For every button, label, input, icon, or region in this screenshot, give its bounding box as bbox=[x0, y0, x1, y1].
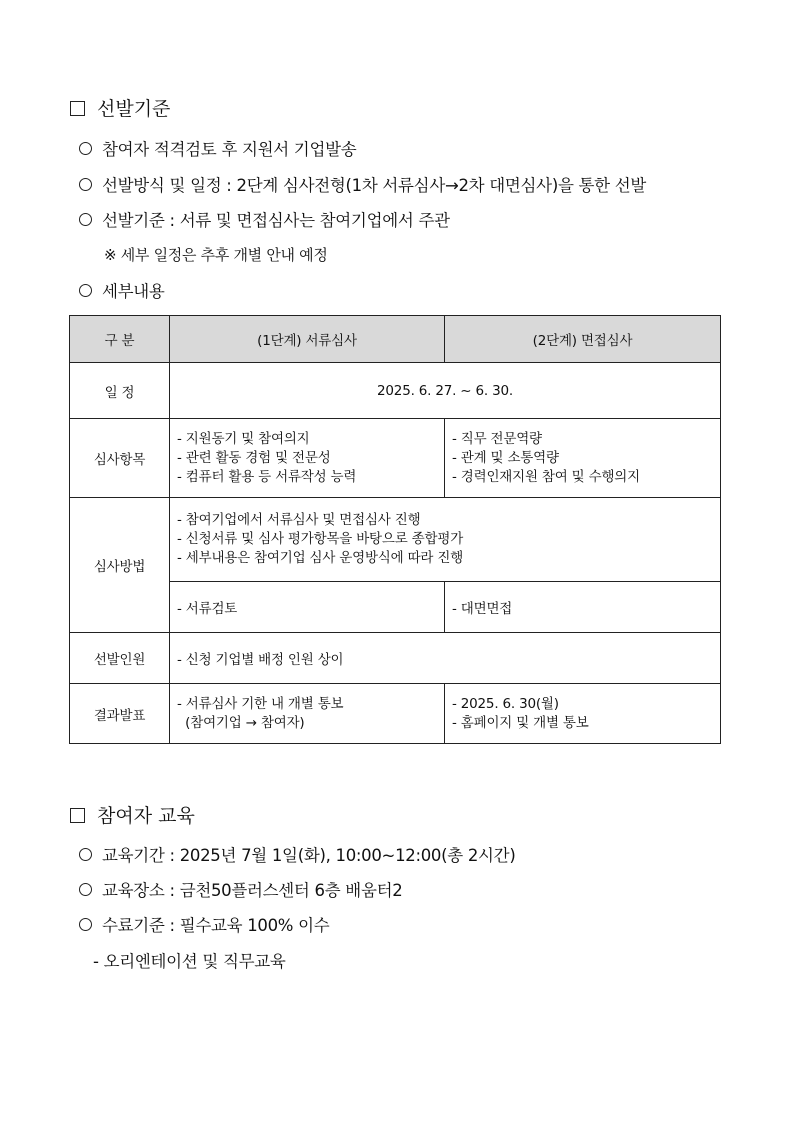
section-heading-selection-criteria bbox=[70, 94, 170, 121]
square-bullet-icon bbox=[70, 101, 85, 116]
circle-bullet-icon bbox=[79, 178, 92, 191]
circle-bullet-icon bbox=[79, 284, 92, 297]
cell-line: - 2025. 6. 30(월) bbox=[452, 695, 559, 712]
cell-line: - 서류심사 기한 내 개별 통보 bbox=[177, 695, 344, 712]
cell-line: - 관계 및 소통역량 bbox=[452, 449, 559, 466]
bullet-item bbox=[79, 207, 450, 231]
note-text: ※ 세부 일정은 추후 개별 안내 예정 bbox=[104, 246, 328, 264]
bullet-text: 세부내용 bbox=[102, 282, 165, 301]
method-stage2: - 대면면접 bbox=[445, 582, 721, 633]
selection-detail-table bbox=[69, 315, 721, 744]
schedule-value: 2025. 6. 27. ~ 6. 30. bbox=[170, 363, 721, 419]
table-row-headcount bbox=[70, 633, 721, 684]
row-label: 일 정 bbox=[70, 363, 170, 419]
table-row-schedule bbox=[70, 363, 721, 419]
square-bullet-icon bbox=[70, 808, 85, 823]
table-row-method bbox=[70, 498, 721, 582]
circle-bullet-icon bbox=[79, 918, 92, 931]
bullet-item bbox=[79, 136, 356, 160]
circle-bullet-icon bbox=[79, 142, 92, 155]
headcount-value: - 신청 기업별 배정 인원 상이 bbox=[170, 633, 721, 684]
method-stage1: - 서류검토 bbox=[170, 582, 445, 633]
sub-item: - 오리엔테이션 및 직무교육 bbox=[93, 952, 286, 971]
circle-bullet-icon bbox=[79, 883, 92, 896]
bullet-text: 선발기준 : 서류 및 면접심사는 참여기업에서 주관 bbox=[102, 211, 450, 230]
table-header-row bbox=[70, 316, 721, 363]
cell-line: - 홈페이지 및 개별 통보 bbox=[452, 714, 589, 731]
cell-line: - 참여기업에서 서류심사 및 면접심사 진행 bbox=[177, 512, 421, 528]
row-label: 심사항목 bbox=[70, 419, 170, 498]
circle-bullet-icon bbox=[79, 213, 92, 226]
table-row-result bbox=[70, 684, 721, 744]
row-label: 결과발표 bbox=[70, 684, 170, 744]
cell-line: - 관련 활동 경험 및 전문성 bbox=[177, 449, 331, 466]
cell-line: - 지원동기 및 참여의지 bbox=[177, 430, 310, 447]
row-label: 선발인원 bbox=[70, 633, 170, 684]
bullet-text: 참여자 적격검토 후 지원서 기업발송 bbox=[102, 140, 357, 159]
bullet-text: 교육기간 : 2025년 7월 1일(화), 10:00~12:00(총 2시간) bbox=[102, 846, 516, 865]
method-common bbox=[170, 498, 721, 582]
bullet-item bbox=[79, 842, 515, 866]
result-stage2 bbox=[445, 684, 721, 744]
bullet-item bbox=[79, 172, 646, 196]
cell-line: - 경력인재지원 참여 및 수행의지 bbox=[452, 468, 640, 485]
row-label: 심사방법 bbox=[70, 498, 170, 633]
items-stage2 bbox=[445, 419, 721, 498]
bullet-item bbox=[79, 877, 402, 901]
cell-line: (참여기업 → 참여자) bbox=[177, 714, 305, 731]
header-category: 구 분 bbox=[70, 316, 170, 363]
header-stage2: (2단계) 면접심사 bbox=[445, 316, 721, 363]
table-row-items bbox=[70, 419, 721, 498]
cell-line: - 세부내용은 참여기업 심사 운영방식에 따라 진행 bbox=[177, 550, 464, 566]
section-heading-participant-education bbox=[70, 801, 195, 828]
header-stage1: (1단계) 서류심사 bbox=[170, 316, 445, 363]
circle-bullet-icon bbox=[79, 848, 92, 861]
items-stage1 bbox=[170, 419, 445, 498]
bullet-text: 선발방식 및 일정 : 2단계 심사전형(1차 서류심사→2차 대면심사)을 통한 선발 bbox=[102, 176, 647, 195]
bullet-text: 교육장소 : 금천50플러스센터 6층 배움터2 bbox=[102, 881, 403, 900]
cell-line: - 직무 전문역량 bbox=[452, 430, 542, 447]
bullet-item bbox=[79, 278, 165, 302]
section-title: 선발기준 bbox=[97, 98, 171, 120]
section-title: 참여자 교육 bbox=[97, 805, 195, 827]
cell-line: - 신청서류 및 심사 평가항목을 바탕으로 종합평가 bbox=[177, 531, 464, 547]
bullet-item bbox=[79, 912, 329, 936]
bullet-text: 수료기준 : 필수교육 100% 이수 bbox=[102, 916, 330, 935]
cell-line: - 컴퓨터 활용 등 서류작성 능력 bbox=[177, 468, 357, 485]
result-stage1 bbox=[170, 684, 445, 744]
